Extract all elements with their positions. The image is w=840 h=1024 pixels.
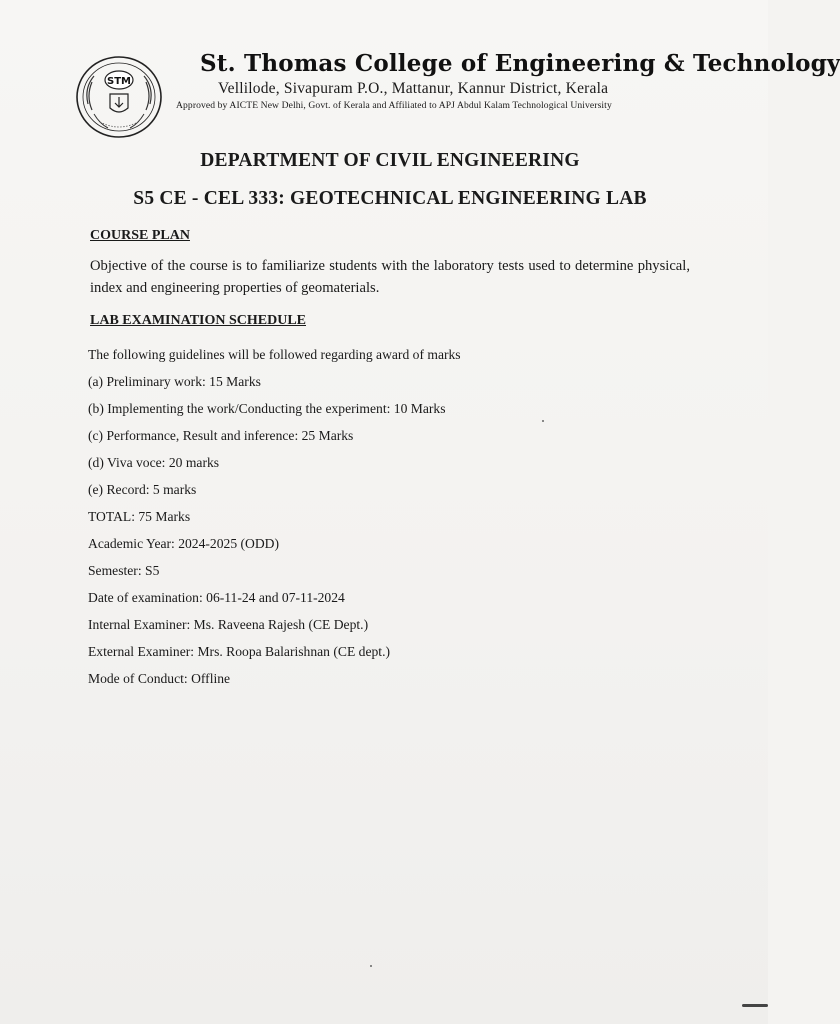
schedule-line: (b) Implementing the work/Conducting the experiment: 10 Marks bbox=[88, 401, 446, 416]
department-title: DEPARTMENT OF CIVIL ENGINEERING bbox=[200, 150, 580, 171]
lab-schedule-heading: LAB EXAMINATION SCHEDULE bbox=[90, 313, 306, 328]
course-objective: Objective of the course is to familiarize students with the laboratory tests used to determine physical, index and engineering properties of geomaterials. bbox=[90, 258, 690, 296]
course-plan-heading: COURSE PLAN bbox=[90, 228, 190, 243]
schedule-line: Academic Year: 2024-2025 (ODD) bbox=[88, 536, 280, 551]
logo-text: STM bbox=[107, 76, 131, 87]
schedule-line: Mode of Conduct: Offline bbox=[88, 671, 231, 686]
scan-speck bbox=[370, 965, 372, 967]
college-address: Vellilode, Sivapuram P.O., Mattanur, Kannur District, Kerala bbox=[218, 80, 609, 97]
schedule-line: Date of examination: 06-11-24 and 07-11-2024 bbox=[88, 590, 345, 605]
college-approval: Approved by AICTE New Delhi, Govt. of Kerala and Affiliated to APJ Abdul Kalam Technological University bbox=[176, 100, 612, 111]
course-title: S5 CE - CEL 333: GEOTECHNICAL ENGINEERING LAB bbox=[133, 188, 647, 209]
college-name: St. Thomas College of Engineering & Technology bbox=[200, 50, 840, 77]
schedule-line: Internal Examiner: Ms. Raveena Rajesh (CE Dept.) bbox=[88, 617, 369, 632]
schedule-line: (e) Record: 5 marks bbox=[88, 482, 197, 497]
schedule-line: TOTAL: 75 Marks bbox=[88, 509, 191, 524]
schedule-line: The following guidelines will be followed regarding award of marks bbox=[88, 347, 461, 362]
schedule-line: External Examiner: Mrs. Roopa Balarishnan (CE dept.) bbox=[88, 644, 391, 659]
schedule-line: (d) Viva voce: 20 marks bbox=[88, 455, 220, 470]
schedule-line: Semester: S5 bbox=[88, 563, 160, 578]
schedule-line: (c) Performance, Result and inference: 25 Marks bbox=[88, 428, 354, 443]
college-logo-seal bbox=[74, 52, 164, 142]
scan-speck bbox=[542, 420, 544, 422]
scan-edge-mark bbox=[742, 1004, 768, 1007]
schedule-line: (a) Preliminary work: 15 Marks bbox=[88, 374, 261, 389]
